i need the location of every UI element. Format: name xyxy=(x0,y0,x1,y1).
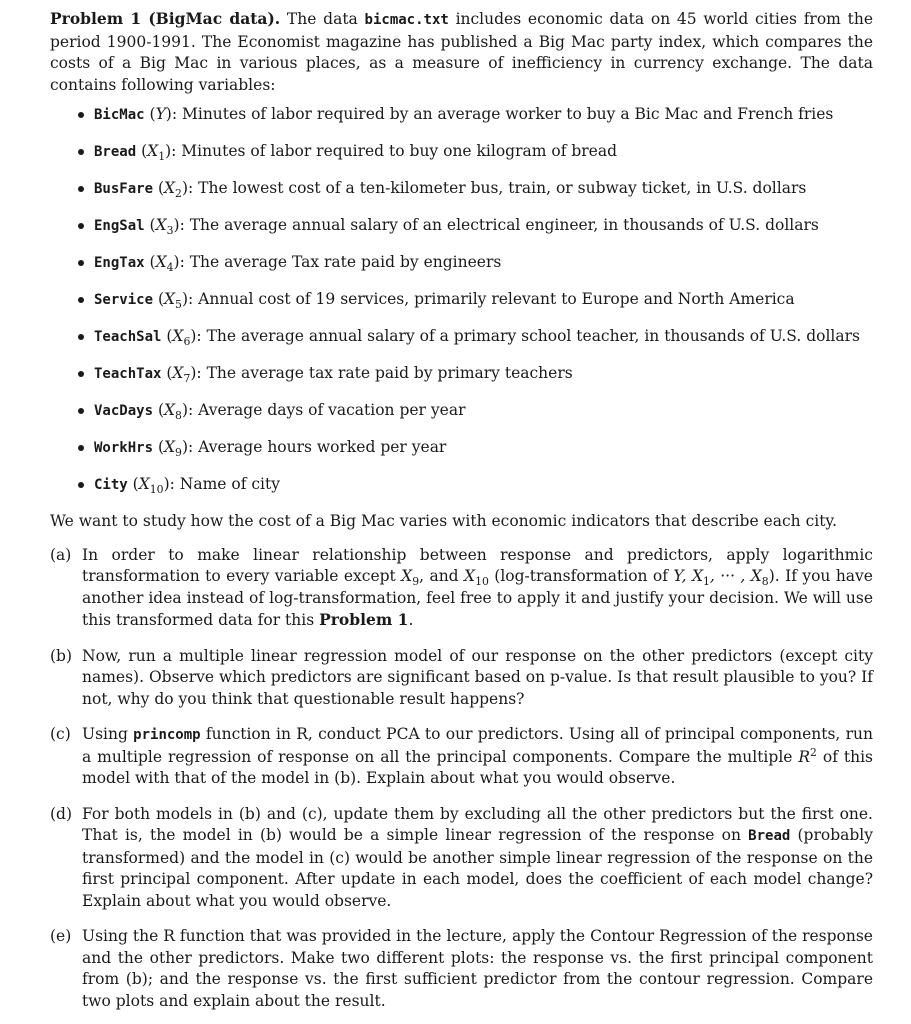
variable-item: TeachSal $(X_6)$: The average annual salary of a primary school teacher, in thousands of U.S. dollars xyxy=(78,326,873,349)
variable-item: City $(X_{10})$: Name of city xyxy=(78,474,873,497)
variable-item: EngSal $(X_3)$: The average annual salary of an electrical engineer, in thousands of U.S. dollars xyxy=(78,215,873,238)
variable-item: BusFare $(X_2)$: The lowest cost of a ten-kilometer bus, train, or subway ticket, in U.S. dollars xyxy=(78,178,873,201)
variable-item: BicMac (Y): Minutes of labor required by an average worker to buy a Bic Mac and French fries xyxy=(78,104,873,127)
variable-item: TeachTax $(X_7)$: The average tax rate paid by primary teachers xyxy=(78,363,873,386)
part-c: (c) Using princomp function in R, conduct PCA to our predictors. Using all of principal components, run a multiple regression of response on all the principal components. Compare the multiple $R^2$ of this model with that of the model in (b). Explain about what you would observe. xyxy=(50,725,873,787)
part-e: (e) Using the R function that was provided in the lecture, apply the Contour Regression of the response and the other predictors. Make two different plots: the response vs. the first principal component from (b); and the response vs. the first sufficient predictor from the contour regression. Compare two plots and explain about the result. xyxy=(50,927,873,1010)
variable-item: Bread $(X_1)$: Minutes of labor required to buy one kilogram of bread xyxy=(78,141,873,164)
variable-item: Service $(X_5)$: Annual cost of 19 services, primarily relevant to Europe and North America xyxy=(78,289,873,312)
part-a: (a) In order to make linear relationship between response and predictors, apply logarithmic transformation to every variable except $X_9$, and $X_{10}$ (log-transformation of Y, $X_1$, ··· , $X_8$). If you have another idea instead of log-transformation, feel free to apply it and justify your decision. We will use this transformed data for this Problem 1. xyxy=(50,545,873,629)
problem-intro: Problem 1 (BigMac data). The data bicmac.txt includes economic data on 45 world cities from the period 1900-1991. The Economist magazine has published a Big Mac party index, which compares the costs of a Big Mac in various places, as a measure of inefficiency in currency exchange. The data contains following variables: xyxy=(50,9,873,94)
part-b: (b) Now, run a multiple linear regression model of our response on the other predictors (except city names). Observe which predictors are significant based on p-value. Is that result plausible to you? If not, why do you think that questionable result happens? xyxy=(50,646,874,708)
variable-list xyxy=(50,104,873,497)
study-goal: We want to study how the cost of a Big Mac varies with economic indicators that describe each city. xyxy=(50,512,838,530)
variable-item: VacDays $(X_8)$: Average days of vacation per year xyxy=(78,400,873,423)
problem-title: Problem 1 (BigMac data). xyxy=(50,9,281,28)
part-d: (d) For both models in (b) and (c), update them by excluding all the other predictors but the first one. That is, the model in (b) would be a simple linear regression of the response on Bread (probably transformed) and the model in (c) would be another simple linear regression of the response on the first principal component. After update in each model, does the coefficient of each model change? Explain about what you would observe. xyxy=(50,804,874,910)
variable-item: WorkHrs $(X_9)$: Average hours worked per year xyxy=(78,437,873,460)
datafile-name: bicmac.txt xyxy=(364,12,449,28)
question-parts xyxy=(50,545,873,1013)
variable-item: EngTax $(X_4)$: The average Tax rate paid by engineers xyxy=(78,252,873,275)
